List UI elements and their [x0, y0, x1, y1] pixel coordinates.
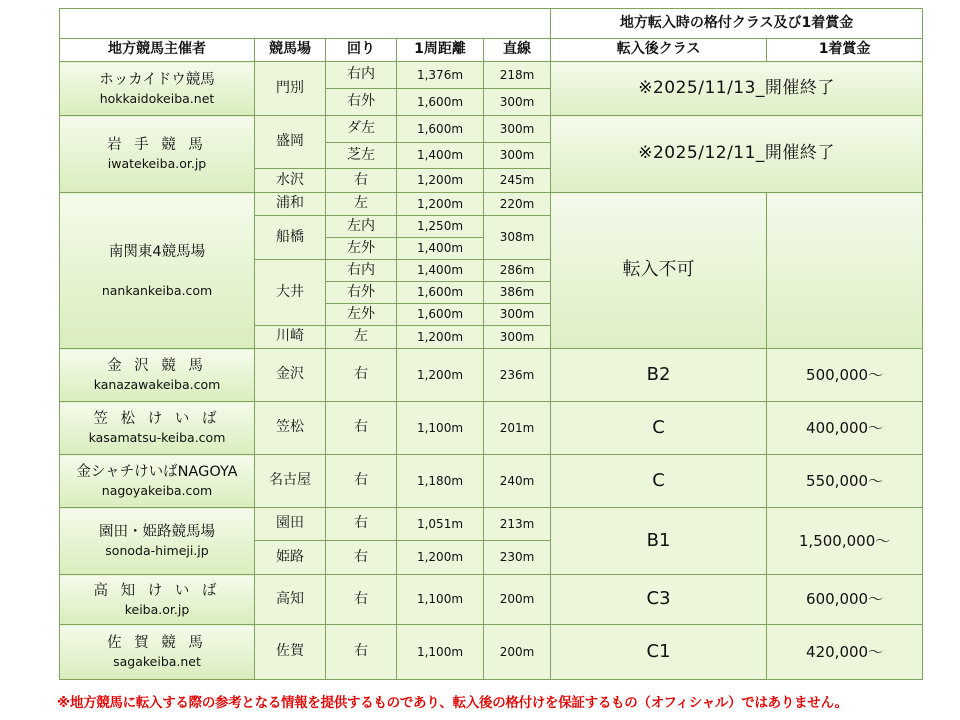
transfer-class-cell: C3 [551, 575, 767, 625]
direction-cell: 左 [326, 193, 397, 216]
organizer-minami-kanto [60, 193, 255, 349]
straight-cell: 220m [484, 193, 551, 216]
transfer-class-cell: B2 [551, 349, 767, 402]
course-cell: 佐賀 [255, 625, 326, 680]
straight-cell: 230m [484, 541, 551, 575]
direction-cell: 右 [326, 349, 397, 402]
transfer-class-cell: B1 [551, 508, 767, 575]
straight-cell: 200m [484, 625, 551, 680]
organizer-url: kasamatsu-keiba.com [88, 430, 226, 446]
status-note-iwate: ※2025/12/11_開催終了 [551, 116, 923, 193]
col-header-straight: 直線 [484, 39, 551, 62]
course-cell: 川崎 [255, 326, 326, 349]
direction-cell: 右 [326, 541, 397, 575]
direction-cell: 右 [326, 575, 397, 625]
course-cell: 浦和 [255, 193, 326, 216]
straight-cell: 300m [484, 304, 551, 326]
organizer-name: 笠 松 け い ば [93, 411, 221, 428]
organizer-kanazawa [60, 349, 255, 402]
lap-distance-cell: 1,200m [397, 169, 484, 193]
direction-cell: 左 [326, 326, 397, 349]
organizer-url: keiba.or.jp [124, 601, 190, 617]
course-cell: 大井 [255, 260, 326, 326]
organizer-name: 金シャチけいばNAGOYA [76, 464, 238, 481]
direction-cell: 右 [326, 169, 397, 193]
organizer-name: 高 知 け い ば [93, 582, 221, 599]
course-cell: 門別 [255, 62, 326, 116]
lap-distance-cell: 1,180m [397, 455, 484, 508]
first-prize-cell: 600,000～ [767, 575, 923, 625]
header-group-title: 地方転入時の格付クラス及び1着賞金 [551, 9, 923, 39]
straight-cell: 300m [484, 89, 551, 116]
direction-cell: 右 [326, 508, 397, 541]
straight-cell: 213m [484, 508, 551, 541]
straight-cell: 300m [484, 326, 551, 349]
transfer-class-minami: 転入不可 [551, 193, 767, 349]
lap-distance-cell: 1,200m [397, 193, 484, 216]
lap-distance-cell: 1,051m [397, 508, 484, 541]
direction-cell: 右外 [326, 282, 397, 304]
organizer-iwate [60, 116, 255, 193]
direction-cell: 芝左 [326, 143, 397, 169]
lap-distance-cell: 1,600m [397, 116, 484, 143]
direction-cell: 左外 [326, 238, 397, 260]
first-prize-cell: 400,000～ [767, 402, 923, 455]
organizer-kasamatsu [60, 402, 255, 455]
col-header-organizer: 地方競馬主催者 [60, 39, 255, 62]
direction-cell: 左内 [326, 216, 397, 238]
lap-distance-cell: 1,100m [397, 575, 484, 625]
course-cell: 名古屋 [255, 455, 326, 508]
direction-cell: 右 [326, 402, 397, 455]
course-cell: 金沢 [255, 349, 326, 402]
direction-cell: 右 [326, 625, 397, 680]
straight-cell: 300m [484, 116, 551, 143]
header-blank-cell [60, 9, 551, 39]
col-header-direction: 回り [326, 39, 397, 62]
direction-cell: 右外 [326, 89, 397, 116]
col-header-course: 競馬場 [255, 39, 326, 62]
transfer-class-table [59, 8, 923, 680]
first-prize-cell: 500,000～ [767, 349, 923, 402]
organizer-url: sagakeiba.net [113, 654, 201, 670]
lap-distance-cell: 1,400m [397, 238, 484, 260]
straight-cell: 218m [484, 62, 551, 89]
straight-cell: 240m [484, 455, 551, 508]
direction-cell: ダ左 [326, 116, 397, 143]
straight-cell: 236m [484, 349, 551, 402]
organizer-url: nankankeiba.com [101, 282, 213, 298]
organizer-name: 金 沢 競 馬 [107, 358, 207, 375]
straight-cell: 200m [484, 575, 551, 625]
course-cell: 園田 [255, 508, 326, 541]
first-prize-minami [767, 193, 923, 349]
lap-distance-cell: 1,200m [397, 541, 484, 575]
direction-cell: 右 [326, 455, 397, 508]
organizer-name: ホッカイドウ競馬 [99, 71, 215, 88]
organizer-url: iwatekeiba.or.jp [107, 156, 207, 172]
straight-cell: 300m [484, 143, 551, 169]
disclaimer-note: ※地方競馬に転入する際の参考となる情報を提供するものであり、転入後の格付けを保証するもの（オフィシャル）ではありません。 [57, 695, 848, 711]
organizer-name: 園田・姫路競馬場 [99, 524, 215, 541]
organizer-url: hokkaidokeiba.net [99, 90, 215, 106]
lap-distance-cell: 1,100m [397, 625, 484, 680]
organizer-url: kanazawakeiba.com [93, 377, 221, 393]
straight-cell: 286m [484, 260, 551, 282]
lap-distance-cell: 1,250m [397, 216, 484, 238]
organizer-name: 岩 手 競 馬 [107, 137, 207, 154]
course-cell: 盛岡 [255, 116, 326, 169]
course-cell: 笠松 [255, 402, 326, 455]
course-cell: 船橋 [255, 216, 326, 260]
transfer-class-cell: C [551, 455, 767, 508]
organizer-url: sonoda-himeji.jp [105, 543, 209, 559]
lap-distance-cell: 1,400m [397, 260, 484, 282]
lap-distance-cell: 1,376m [397, 62, 484, 89]
course-cell: 水沢 [255, 169, 326, 193]
organizer-name: 南関東4競馬場 [108, 243, 206, 260]
lap-distance-cell: 1,600m [397, 282, 484, 304]
status-note-hokkaido: ※2025/11/13_開催終了 [551, 62, 923, 116]
transfer-class-cell: C [551, 402, 767, 455]
organizer-url: nagoyakeiba.com [101, 483, 213, 499]
straight-cell: 201m [484, 402, 551, 455]
straight-cell: 308m [484, 216, 551, 260]
transfer-class-cell: C1 [551, 625, 767, 680]
first-prize-cell: 1,500,000～ [767, 508, 923, 575]
lap-distance-cell: 1,600m [397, 304, 484, 326]
col-header-lap-distance: 1周距離 [397, 39, 484, 62]
organizer-saga [60, 625, 255, 680]
lap-distance-cell: 1,100m [397, 402, 484, 455]
straight-cell: 386m [484, 282, 551, 304]
first-prize-cell: 420,000～ [767, 625, 923, 680]
direction-cell: 右内 [326, 62, 397, 89]
lap-distance-cell: 1,400m [397, 143, 484, 169]
organizer-hokkaido [60, 62, 255, 116]
direction-cell: 右内 [326, 260, 397, 282]
lap-distance-cell: 1,600m [397, 89, 484, 116]
organizer-nagoya [60, 455, 255, 508]
col-header-transfer-class: 転入後クラス [551, 39, 767, 62]
first-prize-cell: 550,000～ [767, 455, 923, 508]
organizer-kochi [60, 575, 255, 625]
straight-cell: 245m [484, 169, 551, 193]
lap-distance-cell: 1,200m [397, 349, 484, 402]
direction-cell: 左外 [326, 304, 397, 326]
lap-distance-cell: 1,200m [397, 326, 484, 349]
organizer-sonoda-himeji [60, 508, 255, 575]
organizer-name: 佐 賀 競 馬 [107, 635, 207, 652]
course-cell: 姫路 [255, 541, 326, 575]
course-cell: 高知 [255, 575, 326, 625]
col-header-first-prize: 1着賞金 [767, 39, 923, 62]
